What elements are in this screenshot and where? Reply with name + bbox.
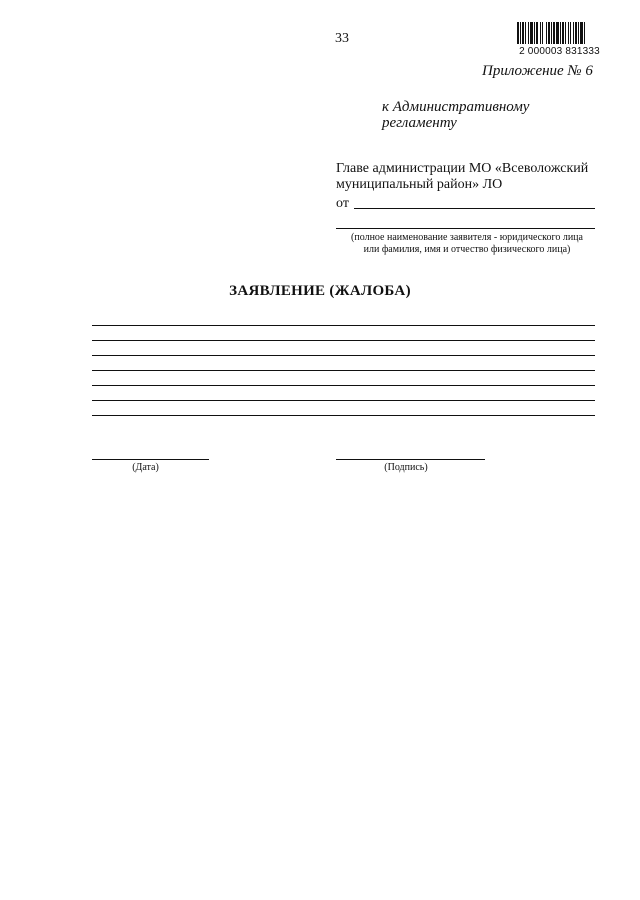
appendix-label: Приложение № 6: [482, 63, 593, 79]
barcode: [517, 22, 602, 62]
applicant-name-line[interactable]: [354, 208, 595, 209]
applicant-name-line-2[interactable]: [336, 228, 595, 229]
addressee: [336, 161, 596, 193]
barcode-bars: [517, 22, 602, 46]
complaint-text-line[interactable]: [92, 355, 595, 356]
document-title: ЗАЯВЛЕНИЕ (ЖАЛОБА): [229, 283, 411, 299]
from-row: [336, 196, 595, 212]
addressee-line: муниципальный район» ЛО: [336, 177, 503, 192]
signature-line[interactable]: [336, 459, 485, 460]
addressee-line: Главе администрации МО «Всеволожский: [336, 161, 589, 176]
applicant-hint-line: или фамилия, имя и отчество физического лица): [363, 244, 571, 255]
signature-label: (Подпись): [384, 462, 428, 473]
applicant-hint: [336, 232, 598, 256]
date-line[interactable]: [92, 459, 209, 460]
applicant-hint-line: (полное наименование заявителя - юридического лица: [351, 232, 583, 243]
from-label: от: [336, 196, 349, 211]
barcode-number: 2 000003 831333: [519, 46, 600, 57]
page-number: 33: [335, 31, 349, 46]
reglament-line: к Административному: [382, 99, 530, 115]
complaint-text-line[interactable]: [92, 385, 595, 386]
complaint-text-line[interactable]: [92, 325, 595, 326]
reglament-line: регламенту: [382, 115, 457, 131]
complaint-text-line[interactable]: [92, 400, 595, 401]
complaint-text-line[interactable]: [92, 415, 595, 416]
date-label: (Дата): [132, 462, 159, 473]
reglament-reference: [382, 99, 592, 131]
complaint-text-line[interactable]: [92, 370, 595, 371]
complaint-text-line[interactable]: [92, 340, 595, 341]
